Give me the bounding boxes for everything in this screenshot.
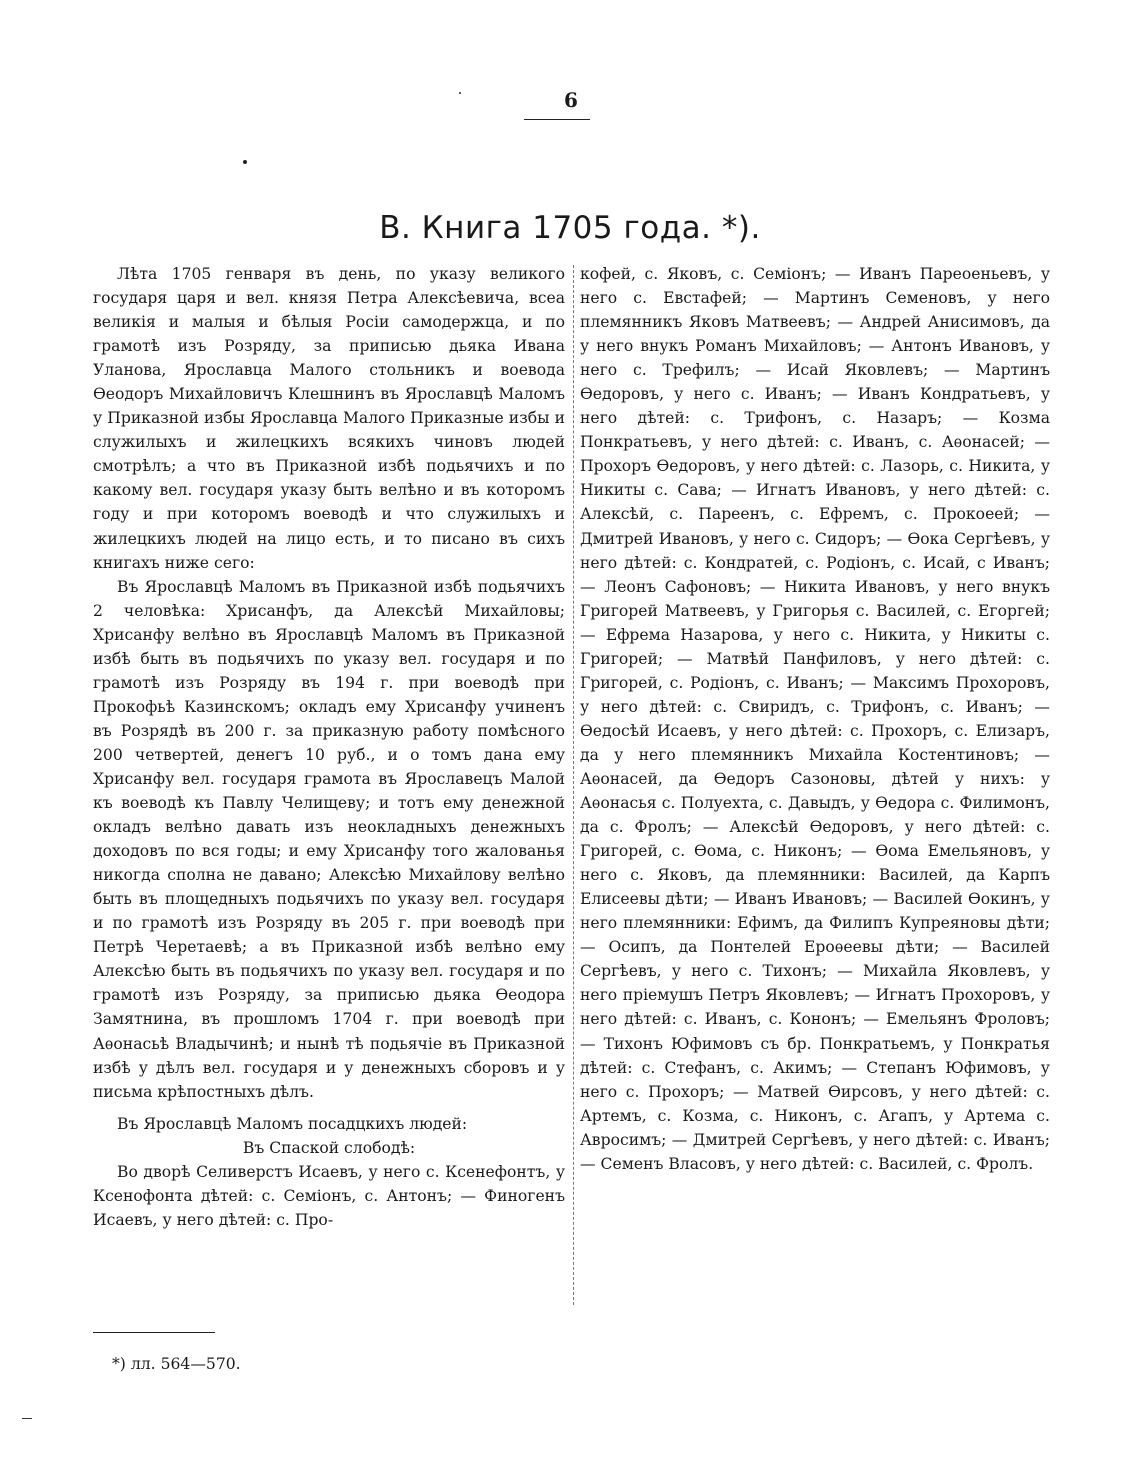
household-list-paragraph: кофей, с. Яковъ, с. Семіонъ; — Иванъ Пареоеньевъ, у него с. Евстафей; — Мартинъ Семеновъ, у него племянникъ Яковъ Матвеевъ; — Андрей Анисимовъ, да у него внукъ Романъ Михайловъ; — Антонъ Ивановъ, у него с. Трефилъ; — Исай Яковлевъ; — Мартинъ Ѳедоровъ, у него с. Иванъ; — Иванъ Кондратьевъ, у него дѣтей: с. Трифонъ, с. Назаръ; — Козма Понкратьевъ, у него дѣтей: с. Иванъ, с. Аѳонасей; — Прохоръ Ѳедоровъ, у него дѣтей: с. Лазорь, с. Никита, у Никиты с. Сава; — Игнатъ Ивановъ, у него дѣтей: с. Алексѣй, с. Пареенъ, с. Ефремъ, с. Прокоеей; — Дмитрей Ивановъ, у него с. Сидоръ; — Ѳока Сергѣевъ, у него дѣтей: с. Кондратей, с. Родіонъ, с. Исай, с Иванъ; — Леонъ Сафоновъ; — Никита Ивановъ, у него внукъ Григорей Матвеевъ, у Григорья с. Василей, с. Егоргей; — Ефрема Назарова, у него с. Никита, у Никиты с. Григорей; — Матвѣй Панфиловъ, у него дѣтей: с. Григорей, с. Родіонъ, с. Иванъ; — Максимъ Прохоровъ, у него дѣтей: с. Свиридъ, с. Трифонъ, с. Иванъ; — Ѳедосѣй Исаевъ, у него дѣтей: с. Прохоръ, с. Елизаръ, да у него племянникъ Михайла Костентиновъ; — Аѳонасей, да Ѳедоръ Сазоновы, дѣтей у нихъ: у Аѳонасья с. Полуехта, с. Давыдъ, у Ѳедора с. Филимонъ, да с. Фролъ; — Алексѣй Ѳедоровъ, у него дѣтей: с. Григорей, с. Ѳома, с. Никонъ; — Ѳома Емельяновъ, у него с. Яковъ, да племянники: Василей, да Карпъ Елисеевы дѣти; — Иванъ Ивановъ; — Василей Ѳокинъ, у него племянники: Ефимъ, да Филипъ Купреяновы дѣти; — Осипъ, да Понтелей Ероѳеевы дѣти; — Василей Сергѣевъ, у него с. Тихонъ; — Михайла Яковлевъ, у него прiемушъ Петръ Яковлевъ; — Игнатъ Прохоровъ, у него дѣтей: с. Иванъ, с. Кононъ; — Емельянъ Фроловъ; — Тихонъ Юфимовъ съ бр. Понкратьемъ, у Понкратья дѣтей: с. Стефанъ, с. Акимъ; — Степанъ Юфимовъ, у него с. Прохоръ; — Матвей Ѳирсовъ, у него дѣтей: с. Артемъ, с. Козма, с. Никонъ, с. Агапъ, у Артема с. Авросимъ; — Дмитрей Сергѣевъ, у него дѣтей: с. Иванъ; — Семенъ Власовъ, у него дѣтей: с. Василей, с. Фролъ. xyxy=(580,265,1050,1173)
chapter-title: В. Книга 1705 года. *). xyxy=(379,210,761,246)
column-divider xyxy=(573,265,574,1305)
footnote-rule xyxy=(93,1332,215,1333)
page-number: 6 xyxy=(564,88,578,112)
speck-dot xyxy=(459,92,461,94)
margin-mark xyxy=(22,1418,32,1419)
household-paragraph: Во дворѣ Селиверстъ Исаевъ, у него с. Ксенефонтъ, у Ксенофонта дѣтей: с. Семіонъ, с. Антонъ; — Финогенъ Исаевъ, у него дѣтей: с. Про- xyxy=(93,1162,565,1229)
footnote: *) лл. 564—570. xyxy=(112,1355,241,1373)
speck-dot xyxy=(243,160,247,164)
intro-paragraph: Лѣта 1705 генваря въ день, по указу великого государя царя и вел. князя Петра Алексѣевича, всеа великія и малыя и бѣлыя Росіи самодержца, и по грамотѣ изъ Розряду, за приписью дьяка Ивана Уланова, Ярославца Малого стольникъ и воевода Ѳеодоръ Михайловичъ Клешнинъ въ Ярославцѣ Маломъ у Приказной избы Ярославца Малого Приказные избы и служилыхъ и жилецкихъ всякихъ чиновъ людей смотрѣлъ; а что въ Приказной избѣ подьячихъ и по какому вел. государя указу быть велѣно и въ которомъ году и при которомъ воеводѣ и что служилыхъ и жилецкихъ людей на лицо есть, и то писано въ сихъ книгахъ ниже сего: xyxy=(93,265,565,572)
right-column xyxy=(580,262,1050,1176)
townspeople-heading: Въ Ярославцѣ Маломъ посадцкихъ людей: xyxy=(117,1114,468,1133)
clerks-paragraph: Въ Ярославцѣ Маломъ въ Приказной избѣ подьячихъ 2 человѣка: Хрисанфъ, да Алексѣй Михайловы; Хрисанфу велѣно въ Ярославцѣ Маломъ въ Приказной избѣ быть въ подьячихъ по указу вел. государя и по грамотѣ изъ Розряду въ 194 г. при воеводѣ при Прокофьѣ Казинскомъ; окладъ ему Хрисанфу учиненъ въ Розрядѣ въ 200 г. за приказную работу помѣсного 200 четвертей, денегъ 10 руб., и о томъ дана ему Хрисанфу вел. государя грамота въ Ярославецъ Малой къ воеводѣ къ Павлу Челищеву; и тотъ ему денежной окладъ велѣно давать изъ неокладныхъ денежныхъ доходовъ по вся годы; и ему Хрисанфу того жалованья никогда сполна не давано; Алексѣю Михайлову велѣно быть въ площедныхъ подьячихъ по указу вел. государя и по грамотѣ изъ Розряду въ 205 г. при воеводѣ при Петрѣ Черетаевѣ; а въ Приказной избѣ велѣно ему Алексѣю быть въ подьячихъ по указу вел. государя и по грамотѣ изъ Розряду, за приписью дьяка Ѳеодора Замятнина, въ прошломъ 1704 г. при воеводѣ при Аѳонасьѣ Владычинѣ; и нынѣ тѣ подьячіе въ Приказной избѣ у дѣлъ вел. государя и у денежныхъ сборовъ и у письма крѣпостныхъ дѣлъ. xyxy=(93,577,565,1101)
spasskaya-heading: Въ Спаской слободѣ: xyxy=(242,1138,416,1157)
left-column xyxy=(93,262,565,1232)
page-number-rule xyxy=(524,119,590,120)
